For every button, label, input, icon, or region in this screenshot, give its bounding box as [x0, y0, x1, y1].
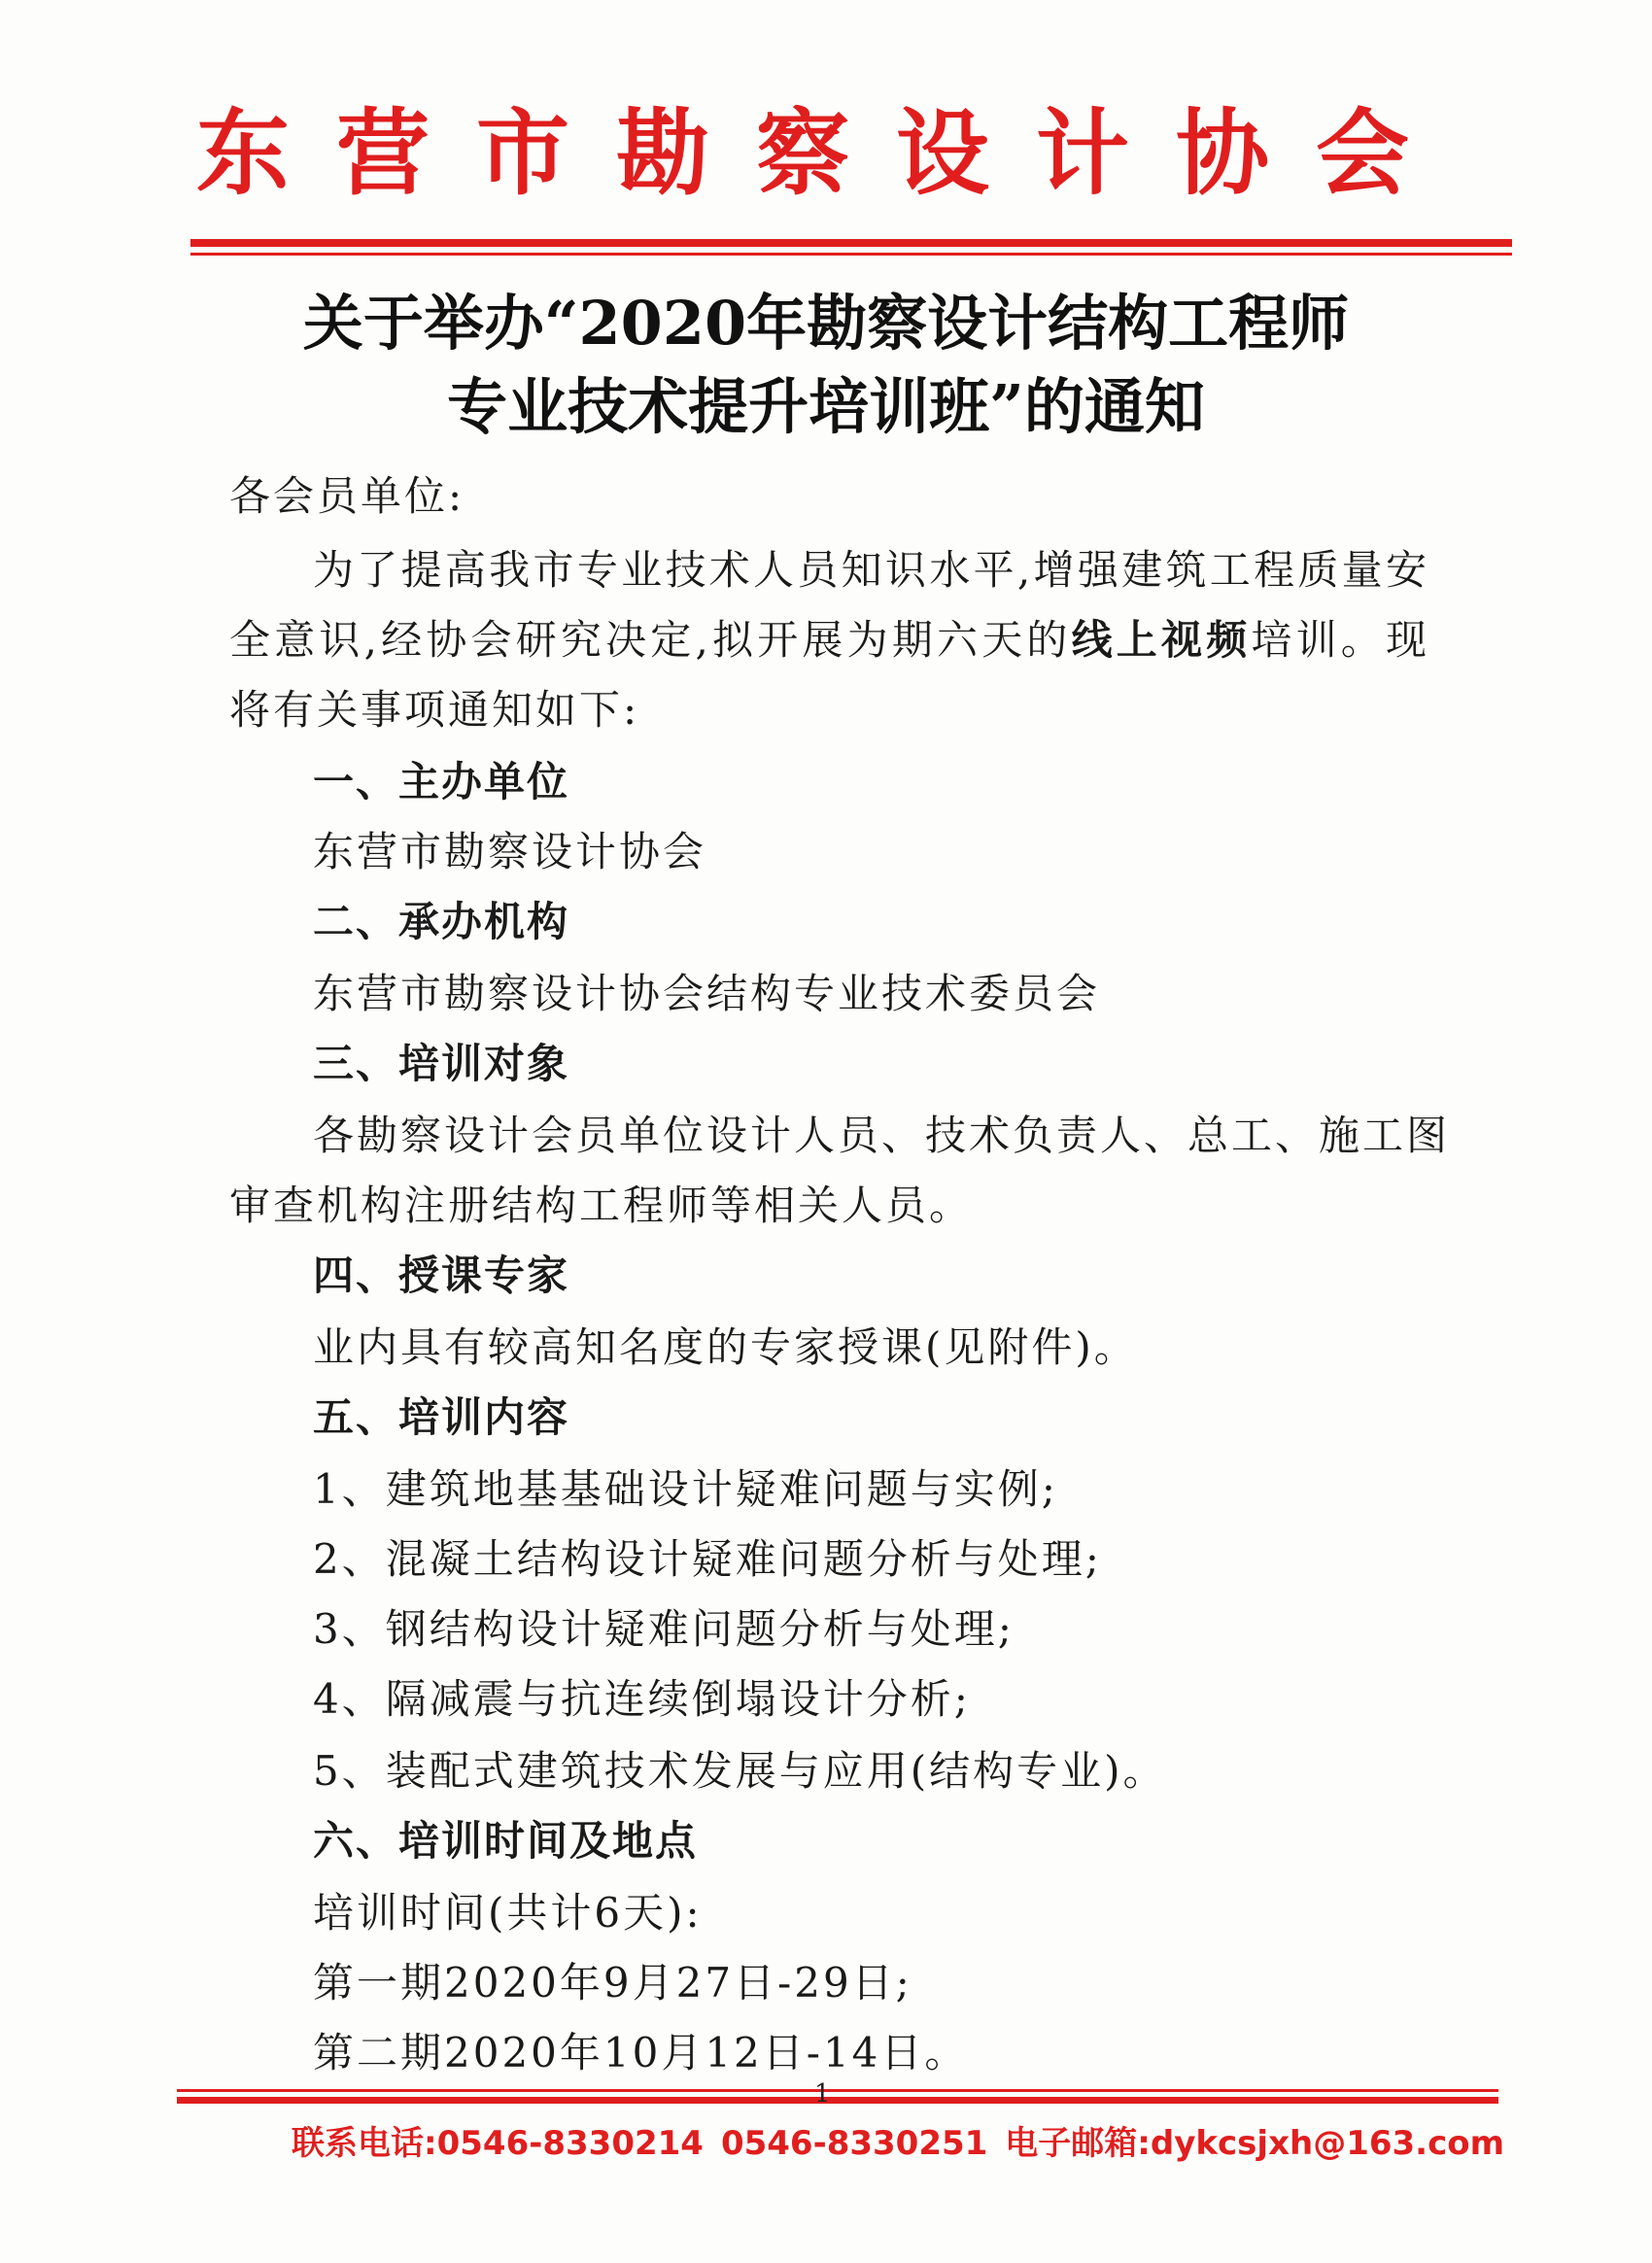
phone-number-1: 0546-8330214: [436, 2124, 704, 2163]
intro-line-2-post: 培训。现: [1251, 616, 1429, 664]
letterhead-rule-thick: [190, 239, 1512, 247]
section-content-host: 东营市勘察设计协会结构专业技术委员会: [313, 970, 1101, 1017]
footer-rule-thin: [177, 2089, 1498, 2092]
intro-line-2-pre: 全意识,经协会研究决定,拟开展为期六天的: [229, 616, 1072, 664]
notice-title-line1: 关于举办“2020年勘察设计结构工程师: [302, 288, 1350, 359]
intro-line-3: 将有关事项通知如下:: [229, 686, 640, 734]
email-address: dykcsjxh@163.com: [1150, 2124, 1505, 2163]
email-label: 电子邮箱:: [1005, 2124, 1151, 2163]
intro-line-2-bold: 线上视频: [1071, 616, 1252, 664]
letterhead-rule-thin: [190, 253, 1512, 256]
section-heading-host: 二、承办机构: [313, 898, 570, 945]
phone-label: 联系电话:: [292, 2124, 437, 2163]
section-content-organizer: 东营市勘察设计协会: [313, 828, 707, 875]
section-content-audience-1: 各勘察设计会员单位设计人员、技术负责人、总工、施工图: [313, 1112, 1451, 1159]
content-item-2: 2、混凝土结构设计疑难问题分析与处理;: [313, 1535, 1102, 1583]
salutation: 各会员单位:: [229, 472, 465, 520]
footer-rule-thick: [177, 2097, 1498, 2104]
content-item-3: 3、钢结构设计疑难问题分析与处理;: [313, 1605, 1015, 1653]
schedule-session-1: 第一期2020年9月27日-29日;: [313, 1959, 912, 2006]
section-heading-experts: 四、授课专家: [313, 1252, 570, 1299]
section-content-audience-2: 审查机构注册结构工程师等相关人员。: [229, 1182, 974, 1229]
section-heading-content: 五、培训内容: [313, 1393, 570, 1441]
page-number: 1: [814, 2079, 831, 2109]
content-item-4: 4、隔减震与抗连续倒塌设计分析;: [313, 1675, 971, 1723]
schedule-duration: 培训时间(共计6天):: [313, 1889, 703, 1937]
phone-number-2: 0546-8330251: [720, 2124, 988, 2163]
content-item-5: 5、装配式建筑技术发展与应用(结构专业)。: [313, 1747, 1167, 1795]
section-heading-audience: 三、培训对象: [313, 1040, 570, 1087]
schedule-session-2: 第二期2020年10月12日-14日。: [313, 2029, 969, 2076]
section-content-experts: 业内具有较高知名度的专家授课(见附件)。: [313, 1323, 1138, 1371]
intro-line-2: [229, 616, 1429, 664]
intro-line-1: 为了提高我市专业技术人员知识水平,增强建筑工程质量安: [313, 546, 1429, 594]
letterhead-org-name: 东营市勘察设计协会: [196, 98, 1456, 208]
notice-title-line2: 专业技术提升培训班”的通知: [447, 371, 1205, 442]
footer-contact: [292, 2116, 1522, 2164]
section-heading-organizer: 一、主办单位: [313, 758, 570, 806]
content-item-1: 1、建筑地基基础设计疑难问题与实例;: [313, 1465, 1058, 1513]
section-heading-schedule: 六、培训时间及地点: [313, 1817, 699, 1865]
